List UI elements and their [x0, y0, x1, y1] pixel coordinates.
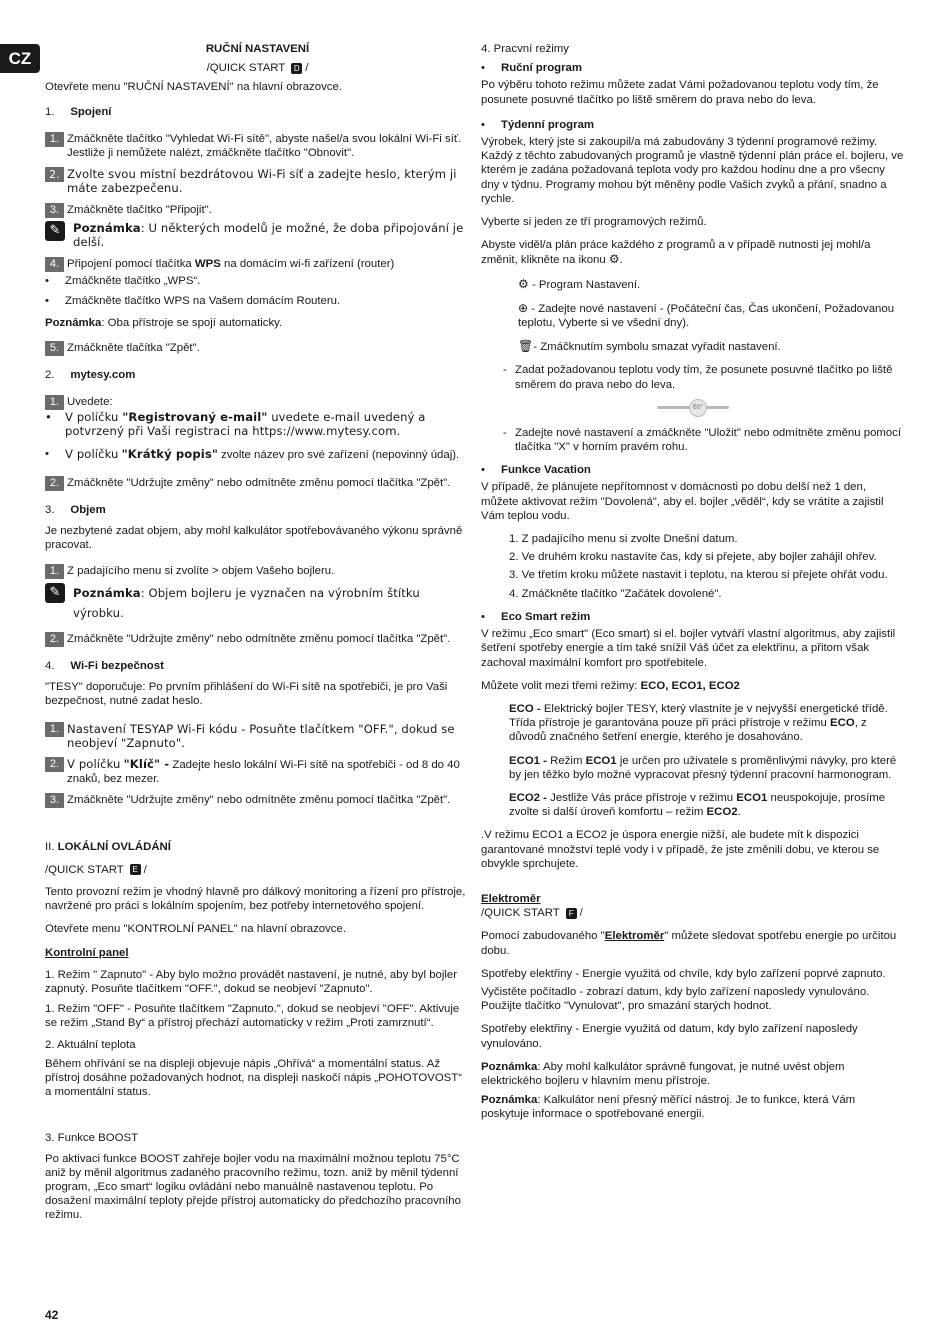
dash-item: - Zadejte nové nastavení a zmáčkněte "Uložit" nebo odmítněte změnu pomocí tlačítka "X" v horním pravém rohu.: [481, 426, 905, 454]
eco-label: ECO1 -: [509, 754, 547, 767]
step-number-badge: 3.: [45, 793, 64, 808]
step-number-badge: 1.: [45, 395, 64, 410]
eco-desc-tail: je určen pro uživatele s proměnlivými návyky, pro které by jen těžko bylo možné vypracovat přesný týdenní pracovní harmonogram.: [509, 754, 897, 781]
s1-step-3: [45, 203, 470, 218]
note-2: [45, 316, 470, 330]
meter-p4: Spotřeby elektřiny - Energie využitá od datum, kdy bylo zařízení naposledy vynulováno.: [481, 1023, 858, 1050]
weekly-title: Týdenní program: [501, 118, 595, 131]
weekly-see-text: Abyste viděl/a plán práce každého z programů a v případě nutnosti jej mohl/a změnit, klikněte na ikonu: [481, 239, 871, 267]
step-text: Připojení pomocí tlačítka: [67, 258, 192, 271]
vacation-heading: • Funkce Vacation: [481, 464, 591, 477]
s1-title: Spojení: [70, 105, 112, 118]
modes-heading: 4. Pracvní režimy: [481, 43, 569, 55]
list-item: • Zmáčkněte tlačítko „WPS“.: [45, 275, 201, 288]
step-text: Zmáčkněte tlačítko "Připojit".: [67, 203, 212, 216]
eco-title: Eco Smart režim: [501, 610, 591, 623]
eco-desc-text: Režim: [550, 754, 583, 767]
slider-knob[interactable]: 60°: [689, 399, 707, 417]
language-tab: CZ: [0, 44, 40, 73]
s3-step-2: [45, 632, 470, 647]
mytesy-url: https://www.mytesy.com: [252, 424, 397, 439]
bullet-text: V políčku: [65, 447, 119, 462]
eco-inline: ECO1: [736, 791, 768, 804]
note-label: Poznámka: [73, 220, 141, 235]
bullet-text-tail: uvedete e-mail uvedený a potvrzený při Vaši registraci na: [65, 409, 426, 439]
step-text: Zmáčkněte tlačítko "Vyhledat Wi-Fi sítě", abyste našel/a svou lokální Wi-Fi síť. Jestliže ji nemůžete nalézt, zmáčkněte tlačítko "Obnovit".: [67, 132, 462, 160]
eco-label: ECO -: [509, 702, 541, 715]
note-text: : Objem bojleru je vyznačen na výrobním štítku výrobku.: [73, 586, 420, 621]
s2-title: mytesy.com: [70, 368, 136, 381]
icon-legend-plus: [481, 301, 905, 330]
s1-heading: [45, 105, 470, 119]
step-text: Nastavení TESYAP Wi-Fi kódu - Posuňte tlačítkem "OFF.", dokud se neobjeví "Zapnuto".: [67, 721, 455, 750]
pencil-note-icon: ✎: [45, 221, 65, 241]
step-number-badge: 4.: [45, 257, 64, 272]
left-column: [45, 40, 470, 1223]
s4-step-1: [45, 722, 470, 750]
eco-label: ECO2 -: [509, 791, 547, 804]
note-text: : Aby mohl kalkulátor správně fungovat, je nutné uvést objem elektrického bojleru v hlavním menu přístroje.: [481, 1060, 845, 1087]
panel-heading: 2. Aktuální teplota: [45, 1038, 136, 1051]
s1-step-1: [45, 132, 470, 160]
vacation-text: V případě, že plánujete nepřítomnost v domácnosti po dobu delší než 1 den, můžete aktivovat režim "Dovolená", aby el. bojler „věděl“, kdy se vrátíte a zajistil Vám teplou vodu.: [481, 481, 884, 522]
s3-number: 3.: [45, 504, 55, 517]
eco-desc-text: Jestliže Vás práce přístroje v režimu: [550, 791, 734, 804]
quick-start-e-icon: E: [130, 864, 141, 875]
vacation-step: 3. Ve třetím kroku můžete nastavit i teplotu, na kterou si přejete ohřát vodu.: [509, 569, 888, 582]
eco-text: V režimu „Eco smart" (Eco smart) si el. bojler vytváří vlastní algoritmus, aby zajistil šetření spotřeby energie a tím také snížil Váš účet za elektřinu, a přitom však zachoval maximální komfort pro spotřebitele.: [481, 628, 896, 669]
vacation-title: Funkce Vacation: [501, 464, 591, 477]
step-number-badge: 1.: [45, 132, 64, 147]
s1-step-2: [45, 167, 470, 195]
meter-name: Elektroměr: [604, 930, 665, 943]
legend-text: - Zmáčknutím symbolu smazat vyřadit nastavení.: [533, 341, 781, 354]
pencil-note-icon: ✎: [45, 583, 65, 603]
dash-item: - Zadat požadovanou teplotu vody tím, že posunete posuvné tlačítko po liště směrem do prava nebo do leva.: [481, 363, 905, 391]
s1-number: 1.: [45, 105, 55, 118]
eco-inline: ECO: [830, 717, 855, 730]
meter-note-1: [481, 1060, 905, 1088]
manual-heading: • Ruční program: [481, 62, 583, 75]
vacation-step: 1. Z padajícího menu si zvolte Dnešní datum.: [509, 533, 738, 546]
sec2-heading: [45, 840, 470, 854]
step-text: Z padajícího menu si zvolíte > objem Vašeho bojleru.: [67, 565, 335, 578]
step-text: Zmáčkněte "Udržujte změny" nebo odmítněte změnu pomocí tlačítka "Zpět".: [67, 477, 451, 490]
field-name: "Klíč" -: [123, 757, 170, 772]
eco-desc-tail: neuspokojuje, prosíme zvolte si další úroveň komfortu – režim: [509, 791, 886, 819]
note-label: Poznámka: [481, 1094, 538, 1107]
field-name: "Krátký popis": [121, 447, 218, 462]
quick-start-line: /QUICK START D /: [206, 62, 309, 75]
step-number-badge: 2.: [45, 632, 64, 647]
s2-heading: [45, 368, 470, 382]
s4-step-3: [45, 793, 470, 808]
meter-p2: Spotřeby elektřiny - Energie využitá od chvíle, kdy bylo zařízení poprvé zapnuto.: [481, 967, 886, 980]
panel-text: Po aktivaci funkce BOOST zahřeje bojler vodu na maximální možnou teplotu 75°C aniž by měnil algoritmus zadaného pracovního režimu, tozn. aniž by měnil týdenní program, „Eco smart“ logiku ovládání nebo manuálně nastavenou teplotu. Po dosažení maximální teploty přejde přístroj automaticky do předchozího pracovního režimu.: [45, 1152, 461, 1222]
panel-heading: 3. Funkce BOOST: [45, 1132, 139, 1145]
trash-icon: 🗑: [518, 339, 534, 354]
s4-step-2: [45, 757, 470, 786]
meter-note-2: [481, 1093, 905, 1121]
plus-circle-icon: ⊕: [518, 300, 529, 315]
step-text: Zmáčkněte tlačítka "Zpět".: [67, 341, 200, 354]
s3-step-1: [45, 564, 470, 579]
eco-desc-tail: , z důvodů značného šetření energie, kterého je dosahováno.: [509, 717, 867, 744]
manual-text: Po výběru tohoto režimu můžete zadat Vámi požadovanou teplotu vody tím, že posunete posuvné tlačítko po liště směrem do prava nebo do leva.: [481, 79, 879, 106]
step-number-badge: 5.: [45, 341, 64, 356]
quick-start-label: /QUICK START: [45, 863, 124, 876]
s1-step-5: [45, 341, 470, 356]
step-number-badge: 1.: [45, 722, 64, 737]
step-text: Zmáčkněte "Udržujte změny" nebo odmítněte změnu pomocí tlačítka "Zpět".: [67, 794, 451, 807]
step-number-badge: 1.: [45, 564, 64, 579]
bullet-text: Zmáčkněte tlačítko WPS na Vašem domácím Routeru.: [65, 295, 341, 308]
weekly-heading: • Týdenní program: [481, 118, 595, 131]
note-label: Poznámka: [73, 586, 141, 601]
gear-icon: ⚙: [608, 252, 620, 267]
intro-text: Otevřete menu "RUČNÍ NASTAVENÍ" na hlavní obrazovce.: [45, 81, 342, 94]
wps-label: WPS: [194, 258, 221, 271]
step-text-tail: na domácím wi-fi zařízení (router): [224, 258, 395, 271]
step-text-tail: Zadejte heslo lokální Wi-Fi sítě na spotřebiči - od 8 do 40 znaků, bez mezer.: [67, 759, 460, 786]
note-1: [45, 221, 470, 249]
note-3: [45, 583, 470, 623]
note-text: : Kalkulátor není přesný měřící nástroj. Je to funkce, která Vám poskytuje informace o spotřebované energii.: [481, 1094, 856, 1121]
temperature-slider[interactable]: [657, 402, 729, 412]
sec2-number: II.: [45, 841, 55, 854]
dash-text: Zadat požadovanou teplotu vody tím, že posunete posuvné tlačítko po liště směrem do prava nebo do leva.: [515, 364, 893, 391]
meter-text: Pomocí zabudovaného ": [481, 930, 605, 943]
note-label: Poznámka: [481, 1060, 538, 1073]
list-item: • V políčku "Registrovaný e-mail" uvedete e-mail uvedený a potvrzený při Vaši registraci na https://www.mytesy.com.: [45, 409, 426, 439]
weekly-text: Výrobek, který jste si zakoupil/a má zabudovány 3 týdenní programové režimy. Každý z těchto zabudovaných programů je vlastně týdenní plán práce el. bojleru, ve kterém je zadána požadovaná teplota vody pro každou hodinu dne a pro všecny dny v týdnu. Programy mohou být měněny podle Vašich zvyků a přání, snadno a rychle.: [481, 136, 904, 205]
panel-text: Během ohřívání se na displeji objevuje nápis „Ohřívá“ a momentální status. Až přístroj dosáhne požadovaných hodnot, na displeji naskočí nápis „POHOTOVOST“ a momentální status.: [45, 1057, 463, 1099]
note-label: Poznámka: [45, 317, 102, 330]
list-item: • V políčku "Krátký popis" zvolte název pro své zařízení (nepovinný údaj).: [45, 447, 460, 462]
bullet-text: Zmáčkněte tlačítko „WPS“.: [65, 275, 201, 288]
quick-start-label: /QUICK START: [481, 907, 560, 920]
s4-number: 4.: [45, 660, 55, 673]
legend-text: - Zadejte nové nastavení - (Počáteční čas, Čas ukončení, Požadovanou teplotu, Vyberte si ve všední dny).: [518, 302, 895, 330]
s2-step-2: [45, 476, 470, 491]
s1-step-4: [45, 257, 470, 272]
meter-quick-line: /QUICK START F /: [481, 907, 583, 920]
icon-legend-trash: [481, 339, 905, 354]
meter-p1: [481, 929, 905, 957]
eco-choose-text: Můžete volit mezi třemi režimy:: [481, 679, 638, 692]
eco-inline: ECO1: [585, 754, 617, 767]
step-text: Zvolte svou místní bezdrátovou Wi-Fi síť a zadejte heslo, kterým ji máte zabezpečenu.: [67, 167, 457, 196]
step-text: Zmáčkněte "Udržujte změny" nebo odmítněte změnu pomocí tlačítka "Zpět".: [67, 633, 451, 646]
eco0-desc: [481, 702, 905, 745]
s3-title: Objem: [70, 504, 106, 517]
page-number: 42: [45, 1308, 59, 1322]
quick-start-f-icon: F: [566, 908, 577, 919]
step-number-badge: 2.: [45, 476, 64, 491]
sec2-intro: Tento provozní režim je vhodný hlavně pro dálkový monitoring a řízení pro přístroje, navržené pro práci s lokálním spojením, bez potřeby internetového spojení.: [45, 885, 466, 913]
legend-text: - Program Nastavení.: [531, 278, 641, 291]
step-text: Uvedete:: [67, 395, 113, 408]
panel-item: 1. Režim "OFF" - Posuňte tlačítkem "Zapnuto.", dokud se neobjeví "OFF". Aktivuje se režim „Stand By“ a přístroj přechází automaticky v režim „Proti zamrznutí“.: [45, 1003, 460, 1030]
eco-modes: ECO, ECO1, ECO2: [640, 679, 740, 692]
sec2-open: Otevřete menu "KONTROLNÍ PANEL" na hlavní obrazovce.: [45, 923, 346, 936]
s4-heading: [45, 659, 470, 673]
s2-step-1: [45, 395, 470, 410]
eco2-desc: ECO2 - Jestliže Vás práce přístroje v režimu ECO1 neuspokojuje, prosíme zvolte si další úroveň komfortu – režim ECO2.: [509, 791, 886, 819]
vacation-step: 2. Ve druhém kroku nastavíte čas, kdy si přejete, aby bojler zahájil ohřev.: [509, 551, 877, 564]
weekly-see: Abyste viděl/a plán práce každého z programů a v případě nutnosti jej mohl/a změnit, klikněte na ikonu ⚙.: [481, 239, 871, 267]
eco-heading: • Eco Smart režim: [481, 610, 591, 623]
s3-intro: Je nezbytené zadat objem, aby mohl kalkulátor spotřebovávaného výkonu správně pracovat.: [45, 524, 463, 551]
s4-title: Wi-Fi bezpečnost: [70, 660, 164, 673]
eco-inline: ECO2: [706, 806, 738, 819]
field-name: "Registrovaný e-mail": [122, 409, 268, 424]
quick-start-label: /QUICK START: [206, 62, 286, 75]
eco-choose: [481, 679, 905, 693]
step-number-badge: 2.: [45, 167, 64, 182]
meter-title: Elektroměr: [481, 892, 541, 905]
panel-item: 1. Režim " Zapnuto" - Aby bylo možno provádět nastavení, je nutné, aby byl bojler zapnutý. Posuňte tlačítkem "OFF.", dokud se neobjeví "Zapnuto".: [45, 968, 458, 995]
manual-title: Ruční program: [501, 62, 583, 75]
right-column: [481, 40, 905, 1122]
vacation-step: 4. Zmáčkněte tlačítko "Začátek dovolené".: [509, 587, 722, 600]
s3-heading: [45, 503, 470, 517]
eco-desc-text: Elektrický bojler TESY, který vlastníte je v nejvyšší energetické třídě. Třída přístroje je garantována pouze při práci přístroje v režimu: [509, 702, 888, 730]
note-text: : U některých modelů je možné, že doba připojování je delší.: [73, 220, 464, 249]
dash-text: Zadejte nové nastavení a zmáčkněte "Uložit" nebo odmítněte změnu pomocí tlačítka "X" v horním pravém rohu.: [515, 426, 902, 454]
bullet-text: V políčku: [65, 409, 119, 424]
panel-title: Kontrolní panel: [45, 946, 129, 959]
sec2-title: LOKÁLNÍ OVLÁDÁNÍ: [57, 841, 171, 854]
eco1-desc: [481, 754, 905, 782]
step-text: V políčku: [67, 757, 121, 772]
bullet-text-tail: zvolte název pro své zařízení (nepovinný údaj).: [221, 449, 460, 462]
quick-start-d-icon: D: [291, 63, 302, 74]
icon-legend-gear: [481, 277, 905, 292]
s4-intro: "TESY" doporučuje: Po prvním přihlášení do Wi-Fi sítě na spotřebiči, je pro Vaši bezpečnost, nutné zadat heslo.: [45, 681, 448, 708]
s2-number: 2.: [45, 368, 55, 381]
sec2-quick-line: /QUICK START E /: [45, 863, 147, 876]
note-text: : Oba přístroje se spojí automaticky.: [101, 317, 283, 330]
weekly-choose: Vyberte si jeden ze tří programových režimů.: [481, 216, 707, 229]
step-number-badge: 2.: [45, 757, 64, 772]
section-title: RUČNÍ NASTAVENÍ: [205, 43, 310, 55]
eco-summary: .V režimu ECO1 a ECO2 je úspora energie nižší, ale budete mít k dispozici garantované množství teplé vody i v případě, že jste změnili dobu, ve kterou se obvykle sprchujete.: [481, 829, 880, 870]
list-item: • Zmáčkněte tlačítko WPS na Vašem domácím Routeru.: [45, 295, 341, 308]
step-number-badge: 3.: [45, 203, 64, 218]
gear-icon: ⚙: [518, 276, 529, 291]
meter-text-tail: " můžete sledovat spotřebu energie po určitou dobu.: [481, 930, 897, 957]
meter-p3: Vyčistěte počítadlo - zobrazí datum, kdy bylo zařízení naposledy vynulováno. Použijte tlačítko "Vynulovat", pro smazání starých hodnot.: [481, 985, 870, 1013]
